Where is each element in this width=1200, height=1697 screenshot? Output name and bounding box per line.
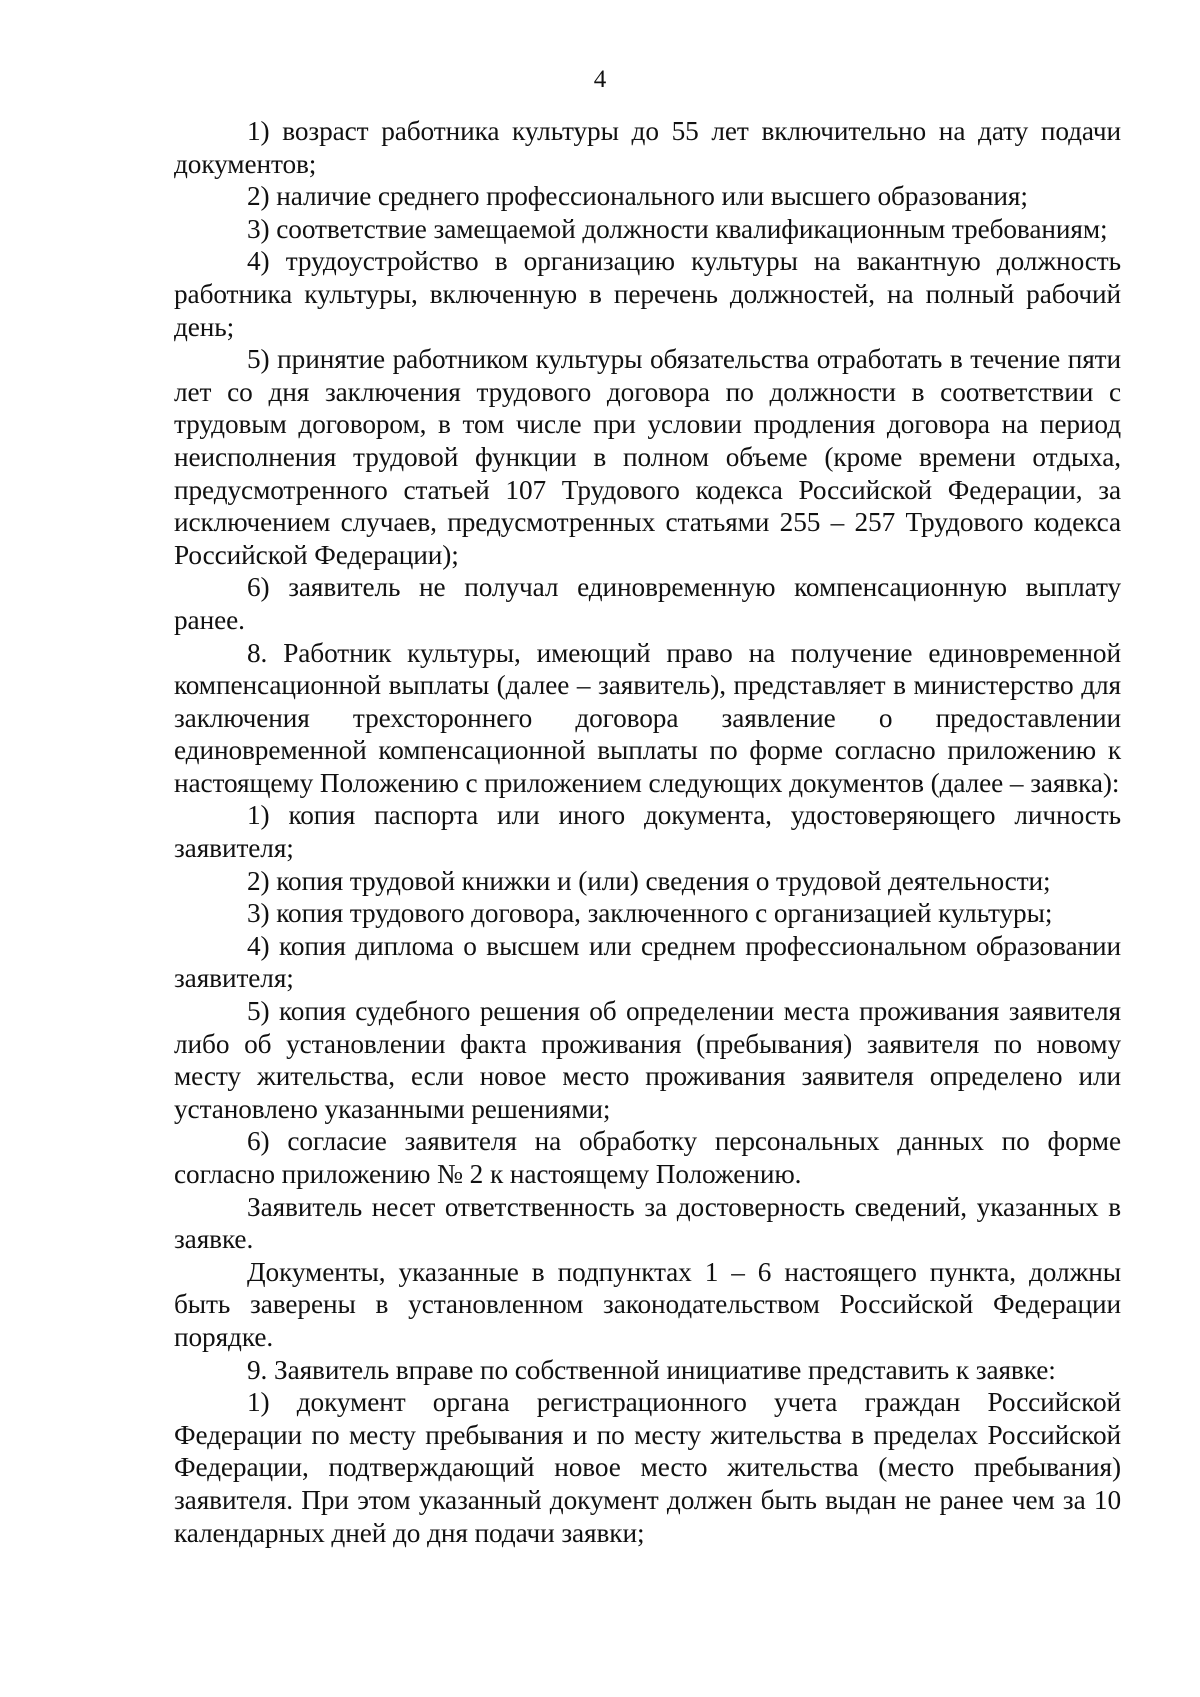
optional-doc-registration: 1) документ органа регистрационного учета граждан Российской Федерации по месту пребывания и по месту жительства в пределах Российской Федерации, подтверждающий новое место жительства (место пребывания) заявителя. При этом указанный документ должен быть выдан не ранее чем за 10 календарных дней до дня подачи заявки; <box>174 1387 1121 1548</box>
doc-item-employment-record: 2) копия трудовой книжки и (или) сведения о трудовой деятельности; <box>247 865 1051 896</box>
certification-paragraph: Документы, указанные в подпунктах 1 – 6 настоящего пункта, должны быть заверены в установленном законодательством Российской Федерации порядке. <box>174 1256 1121 1352</box>
list-item-education-requirement: 2) наличие среднего профессионального или высшего образования; <box>247 181 1028 212</box>
list-item-no-previous-payment: 6) заявитель не получал единовременную компенсационную выплату ранее. <box>174 572 1121 635</box>
list-item-qualification-requirement: 3) соответствие замещаемой должности квалификационным требованиям; <box>247 213 1108 244</box>
doc-item-data-consent: 6) согласие заявителя на обработку персональных данных по форме согласно приложению № 2 к настоящему Положению. <box>174 1126 1121 1189</box>
doc-item-diploma-copy: 4) копия диплома о высшем или среднем профессиональном образовании заявителя; <box>174 930 1121 994</box>
list-item-work-obligation: 5) принятие работником культуры обязательства отработать в течение пяти лет со дня заключения трудового договора по должности в соответствии с трудовым договором, в том числе при условии продления договора на период неисполнения трудовой функции в полном объеме (кроме времени отдыха, предусмотренного статьей 107 Трудового кодекса Российской Федерации, за исключением случаев, предусмотренных статьями 255 – 257 Трудового кодекса Российской Федерации); <box>174 344 1121 570</box>
list-item-employment-requirement: 4) трудоустройство в организацию культуры на вакантную должность работника культуры, включенную в перечень должностей, на полный рабочий день; <box>174 246 1121 342</box>
list-item-age-requirement: 1) возраст работника культуры до 55 лет включительно на дату подачи документов; <box>174 116 1121 179</box>
doc-item-court-decision: 5) копия судебного решения об определении места проживания заявителя либо об установлении факта проживания (пребывания) заявителя по новому месту жительства, если новое место проживания заявителя определено или установлено указанными решениями; <box>174 996 1121 1124</box>
doc-item-employment-contract: 3) копия трудового договора, заключенного с организацией культуры; <box>247 898 1053 929</box>
document-body <box>174 115 1121 1549</box>
section-8-paragraph: 8. Работник культуры, имеющий право на получение единовременной компенсационной выплаты (далее – заявитель), представляет в министерство для заключения трехстороннего договора заявление о предоставлении единовременной компенсационной выплаты по форме согласно приложению к настоящему Положению с приложением следующих документов (далее – заявка): <box>174 637 1121 798</box>
doc-item-passport-copy: 1) копия паспорта или иного документа, удостоверяющего личность заявителя; <box>174 800 1121 864</box>
page-number: 4 <box>593 66 607 93</box>
section-9-paragraph: 9. Заявитель вправе по собственной инициативе представить к заявке: <box>247 1354 1056 1385</box>
responsibility-paragraph: Заявитель несет ответственность за достоверность сведений, указанных в заявке. <box>174 1191 1121 1255</box>
